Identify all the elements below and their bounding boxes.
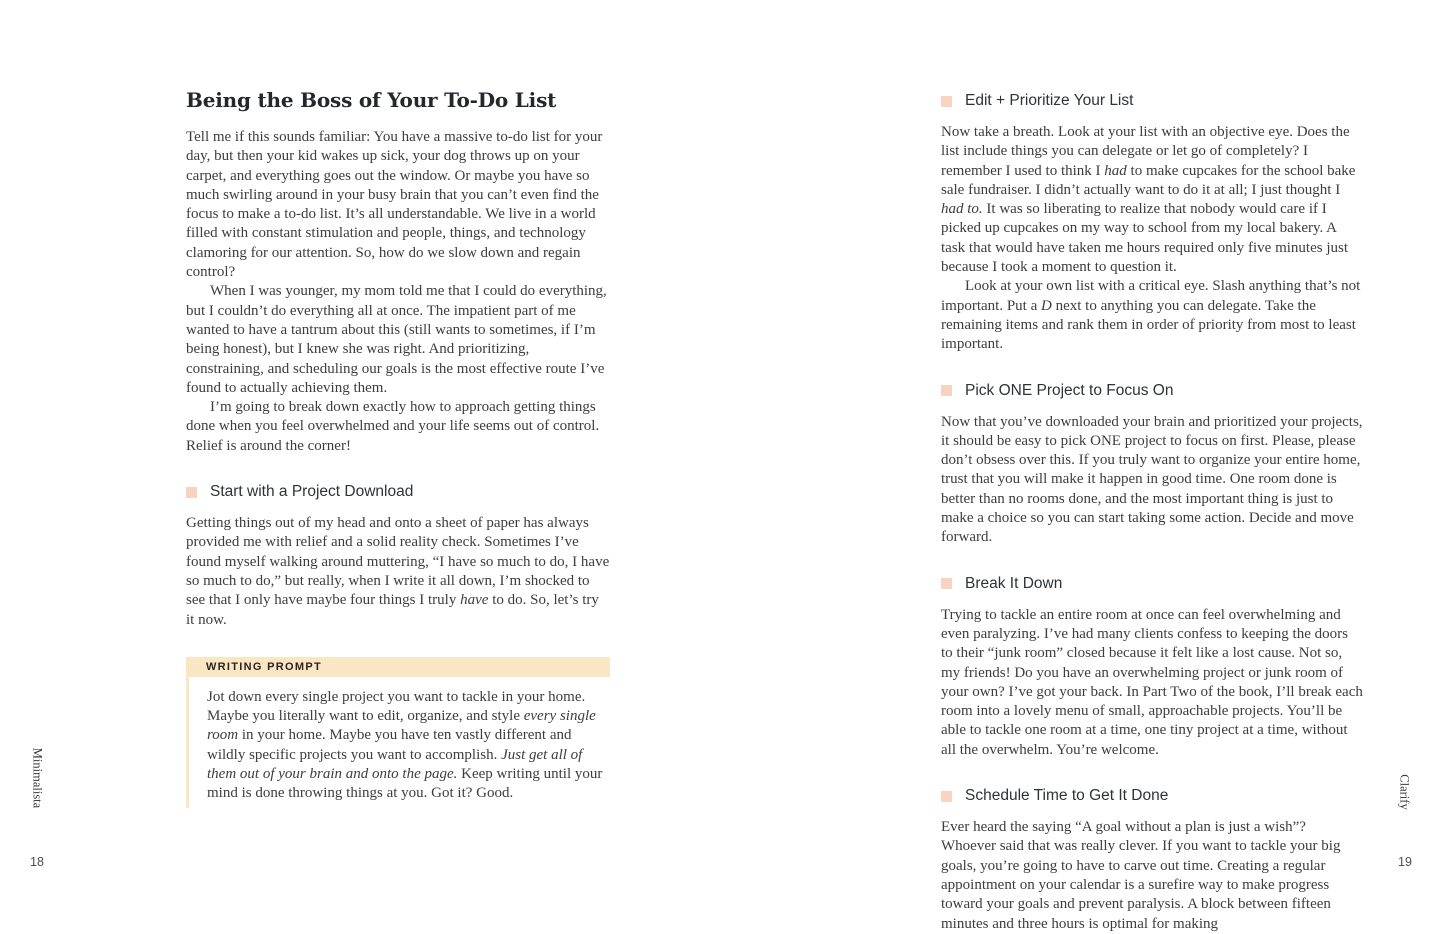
section-heading-label: Pick ONE Project to Focus On <box>965 381 1174 399</box>
paragraph: Look at your own list with a critical eye. Slash anything that’s not important. Put a D next to anything you can delegate. Take the remaining items and rank them in order of priority from most to least important. <box>941 278 1361 353</box>
section-heading-break-it-down <box>941 575 1363 593</box>
section-bullet-icon <box>941 578 952 589</box>
section-heading-pick-one-project <box>941 382 1363 400</box>
page-number-right: 19 <box>1398 855 1412 869</box>
section-heading-label: Start with a Project Download <box>210 483 414 501</box>
intro-text <box>186 128 610 456</box>
page-number-left: 18 <box>30 855 44 869</box>
section-bullet-icon <box>941 385 952 396</box>
paragraph: When I was younger, my mom told me that I could do everything, but I couldn’t do everything all at once. The impatient part of me wanted to have a tantrum about this (still wants to sometimes, if I’m being honest), but I knew she was right. And prioritizing, constraining, and scheduling our goals is the most effective route I’ve found to actually achieving them. <box>186 283 607 396</box>
section-bullet-icon <box>941 791 952 802</box>
section-heading-label: Schedule Time to Get It Done <box>965 787 1169 805</box>
spine-title-left: Minimalista <box>30 747 45 809</box>
section-heading-schedule-time <box>941 787 1363 805</box>
left-page-column <box>186 88 610 808</box>
spine-title-right: Clarify <box>1397 774 1412 810</box>
section-bullet-icon <box>941 96 952 107</box>
paragraph: I’m going to break down exactly how to approach getting things done when you feel overwhelmed and your life seems out of control. Relief is around the corner! <box>186 399 600 454</box>
chapter-title: Being the Boss of Your To-Do List <box>186 88 557 112</box>
paragraph: Now take a breath. Look at your list with an objective eye. Does the list include things you can delegate or let go of completely? I remember I used to think I had to make cupcakes for the school bake sale fundraiser. I didn’t actually want to do it at all; I just thought I had to. It was so liberating to realize that nobody would care if I picked up cupcakes on my way to school from my local bakery. A task that would have taken me hours required only five minutes just because I took a moment to question it. <box>941 124 1356 276</box>
section-heading-project-download <box>186 483 610 501</box>
paragraph: Trying to tackle an entire room at once can feel overwhelming and even paralyzing. I’ve had many clients confess to keeping the doors to their “junk room” closed because it felt like a lost cause. Not so, my friends! Do you have an overwhelming project or junk room of your own? I’ve got your back. In Part Two of the book, I’ll break each room into a lovely menu of small, approachable projects. You’ll be able to tackle one room at a time, one tiny project at a time, without all the overwhelm. You’re welcome. <box>941 606 1363 758</box>
writing-prompt-body <box>186 677 610 808</box>
paragraph: Ever heard the saying “A goal without a plan is just a wish”? Whoever said that was really clever. If you want to tackle your big goals, you’re going to have to carve out time. Creating a regular appointment on your calendar is a surefire way to make progress toward your goals and prevent paralysis. A block between fifteen minutes and three hours is optimal for making <box>941 819 1341 932</box>
section-heading-label: Break It Down <box>965 574 1063 592</box>
paragraph: Now that you’ve downloaded your brain and prioritized your projects, it should be easy to pick ONE project to focus on first. Please, please don’t obsess over this. If you truly want to organize your entire home, trust that you will make it happen in good time. One room done is better than no rooms done, and the most important thing is just to make a choice so you can start taking some action. Decide and move forward. <box>941 413 1363 546</box>
writing-prompt-band <box>186 657 610 677</box>
right-page-column <box>941 92 1363 934</box>
section-heading-edit-prioritize <box>941 92 1363 110</box>
paragraph: Tell me if this sounds familiar: You have a massive to-do list for your day, but then your kid wakes up sick, your dog throws up on your carpet, and everything goes out the window. Or maybe you have so much swirling around in your busy brain that you can’t even find the focus to make a to-do list. It’s all understandable. We live in a world filled with constant stimulation and people, things, and technology clamoring for our attention. So, how do we slow down and regain control? <box>186 129 603 281</box>
paragraph: Getting things out of my head and onto a sheet of paper has always provided me with relief and a solid reality check. Sometimes I’ve found myself walking around muttering, “I have so much to do, I have so much to do,” but really, when I write it all down, I’m shocked to see that I only have maybe four things I truly have to do. So, let’s try it now. <box>186 515 610 628</box>
writing-prompt-box <box>186 657 610 808</box>
paragraph: Jot down every single project you want to tackle in your home. Maybe you literally want to edit, organize, and style every single room in your home. Maybe you have ten vastly different and wildly specific projects you want to accomplish. Just get all of them out of your brain and onto the page. Keep writing until your mind is done throwing things at you. Got it? Good. <box>207 688 603 802</box>
writing-prompt-label: WRITING PROMPT <box>206 660 322 673</box>
section-bullet-icon <box>186 487 197 498</box>
section-heading-label: Edit + Prioritize Your List <box>965 92 1134 109</box>
